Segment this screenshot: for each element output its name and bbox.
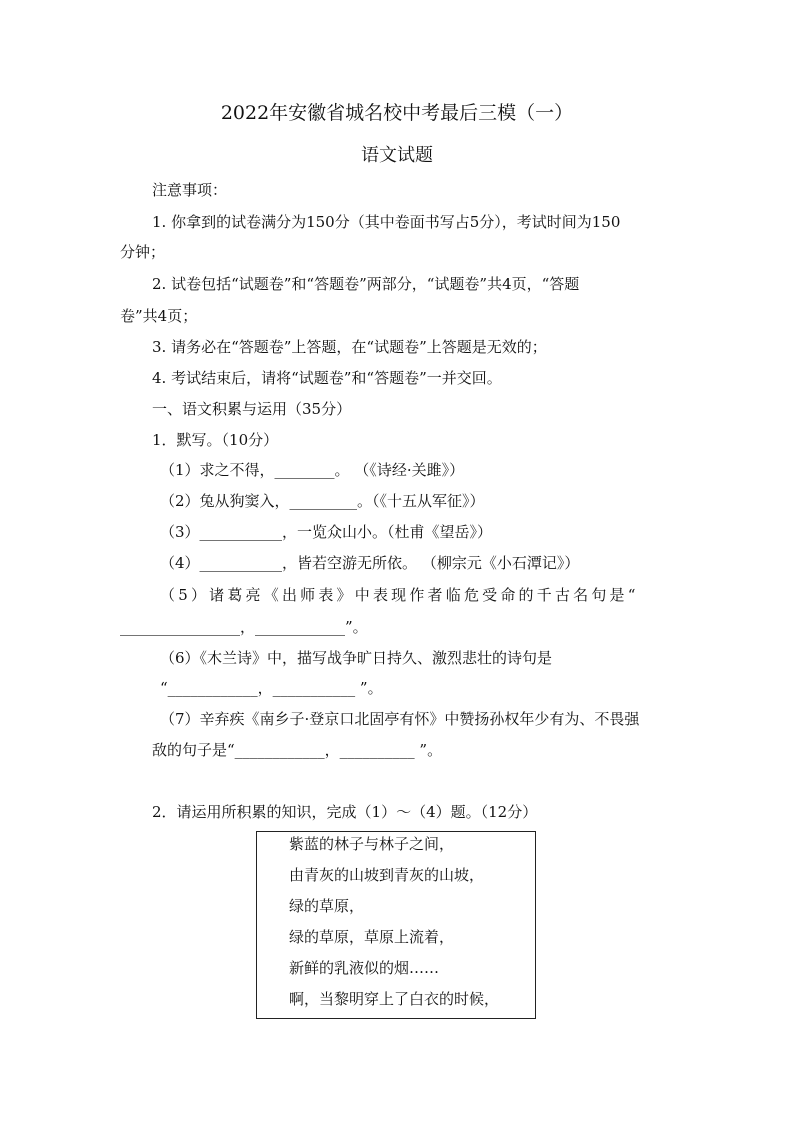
exam-title: 2022年安徽省城名校中考最后三模（一） bbox=[220, 102, 574, 124]
poem-line: 紫蓝的林子与林子之间， bbox=[289, 835, 455, 853]
question-1-item-5-line-1: （5）诸葛亮《出师表》中表现作者临危受命的千古名句是“ bbox=[160, 586, 639, 604]
exam-subtitle: 语文试题 bbox=[361, 145, 433, 166]
note-item-2-line-1: 2. 试卷包括“试题卷”和“答题卷”两部分，“试题卷”共4页，“答题 bbox=[152, 275, 580, 293]
section-1-heading: 一、语文积累与运用（35分） bbox=[152, 400, 352, 418]
poem-box bbox=[256, 831, 536, 1019]
note-item-4: 4. 考试结束后，请将“试题卷”和“答题卷”一并交回。 bbox=[152, 369, 502, 387]
poem-line: 绿的草原，草原上流着， bbox=[289, 928, 455, 946]
notes-heading: 注意事项： bbox=[152, 181, 228, 199]
question-1-item-6-line-1: （6）《木兰诗》中，描写战争旷日持久、激烈悲壮的诗句是 bbox=[160, 649, 553, 667]
question-1-item-3: （3）___________，一览众山小。（杜甫《望岳》） bbox=[160, 523, 493, 541]
poem-line: 新鲜的乳液似的烟…… bbox=[289, 959, 440, 977]
note-item-3: 3. 请务必在“答题卷”上答题，在“试题卷”上答题是无效的； bbox=[152, 338, 547, 356]
question-1-item-1: （1）求之不得，________。 （《诗经·关雎》） bbox=[160, 461, 465, 479]
question-1-item-7-line-2: 敌的句子是“____________，__________ ”。 bbox=[152, 741, 443, 759]
note-item-1-line-1: 1. 你拿到的试卷满分为150分（其中卷面书写占5分），考试时间为150 bbox=[152, 213, 621, 231]
question-1-item-2: （2）兔从狗窦入，_________。（《十五从军征》） bbox=[160, 492, 485, 510]
poem-line: 由青灰的山坡到青灰的山坡， bbox=[289, 866, 485, 884]
poem-line: 啊，当黎明穿上了白衣的时候， bbox=[289, 990, 500, 1008]
question-1-item-4: （4）___________，皆若空游无所依。 （柳宗元《小石潭记》） bbox=[160, 554, 580, 572]
poem-line: 绿的草原， bbox=[289, 897, 365, 915]
question-1-item-6-line-2: “____________，___________ ”。 bbox=[160, 679, 383, 697]
question-2-title: 2．请运用所积累的知识，完成（1）～（4）题。（12分） bbox=[152, 803, 538, 821]
note-item-2-line-2: 卷”共4页； bbox=[120, 307, 198, 325]
question-1-item-5-line-2: ________________，____________”。 bbox=[120, 618, 368, 636]
question-1-title: 1．默写。（10分） bbox=[152, 431, 279, 449]
question-1-item-7-line-1: （7）辛弃疾《南乡子·登京口北固亭有怀》中赞扬孙权年少有为、不畏强 bbox=[160, 710, 640, 728]
note-item-1-line-2: 分钟； bbox=[120, 243, 166, 261]
